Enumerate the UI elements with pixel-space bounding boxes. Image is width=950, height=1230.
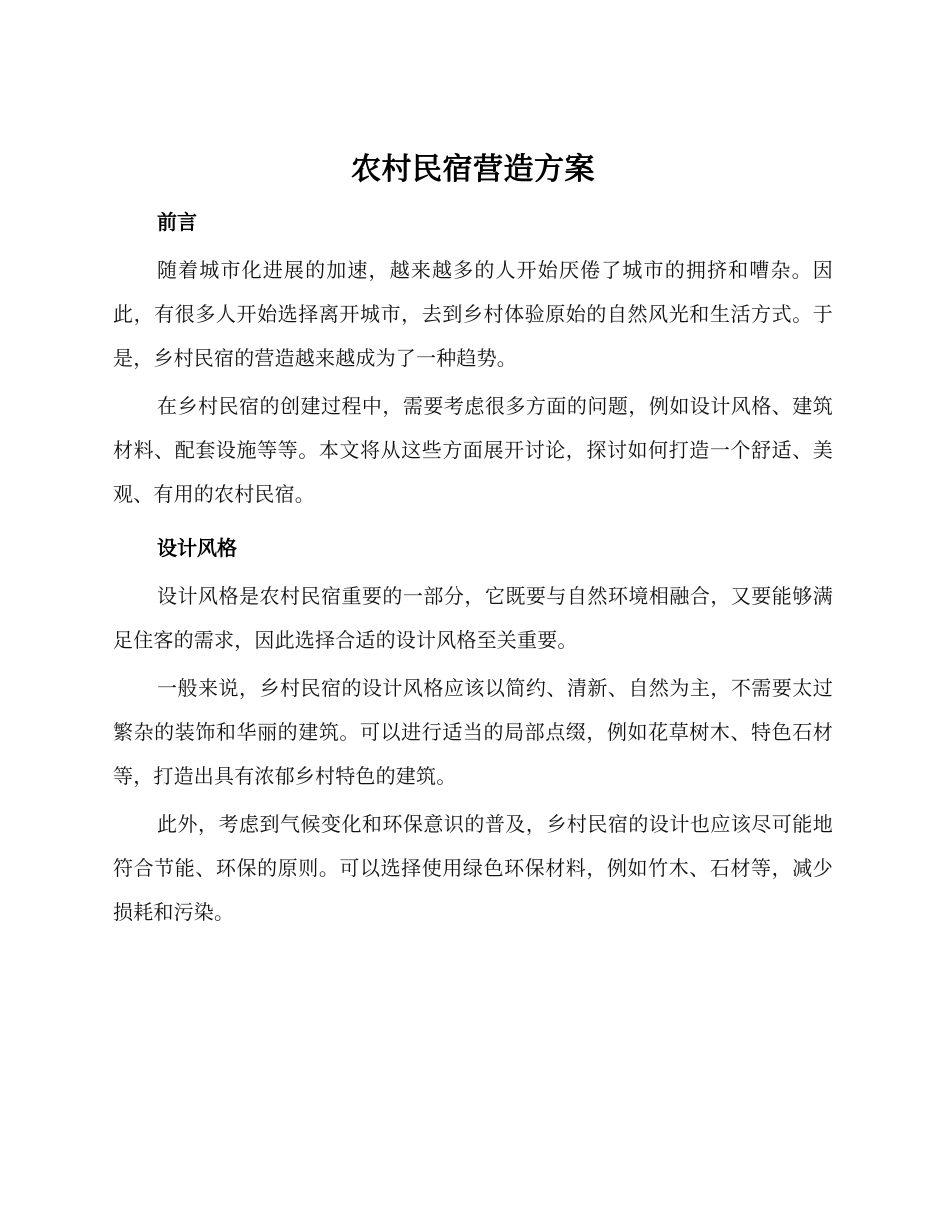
section-heading: 前言 [157,210,197,234]
paragraph: 一般来说，乡村民宿的设计风格应该以简约、清新、自然为主，不需要太过繁杂的装饰和华丽的建筑。可以进行适当的局部点缀，例如花草树木、特色石材等，打造出具有浓郁乡村特色的建筑。 [113,676,833,788]
section-heading: 设计风格 [157,536,237,560]
section-preface [113,200,833,516]
paragraph: 此外，考虑到气候变化和环保意识的普及，乡村民宿的设计也应该尽可能地符合节能、环保的原则。可以选择使用绿色环保材料，例如竹木、石材等，减少损耗和污染。 [113,812,833,924]
document-title: 农村民宿营造方案 [351,152,595,187]
paragraph: 设计风格是农村民宿重要的一部分，它既要与自然环境相融合，又要能够满足住客的需求，因此选择合适的设计风格至关重要。 [113,584,833,652]
document-page [113,140,833,934]
paragraph: 随着城市化进展的加速，越来越多的人开始厌倦了城市的拥挤和嘈杂。因此，有很多人开始选择离开城市，去到乡村体验原始的自然风光和生活方式。于是，乡村民宿的营造越来越成为了一种趋势。 [113,258,833,370]
paragraph: 在乡村民宿的创建过程中，需要考虑很多方面的问题，例如设计风格、建筑材料、配套设施等等。本文将从这些方面展开讨论，探讨如何打造一个舒适、美观、有用的农村民宿。 [113,394,833,506]
section-design-style [113,526,833,934]
